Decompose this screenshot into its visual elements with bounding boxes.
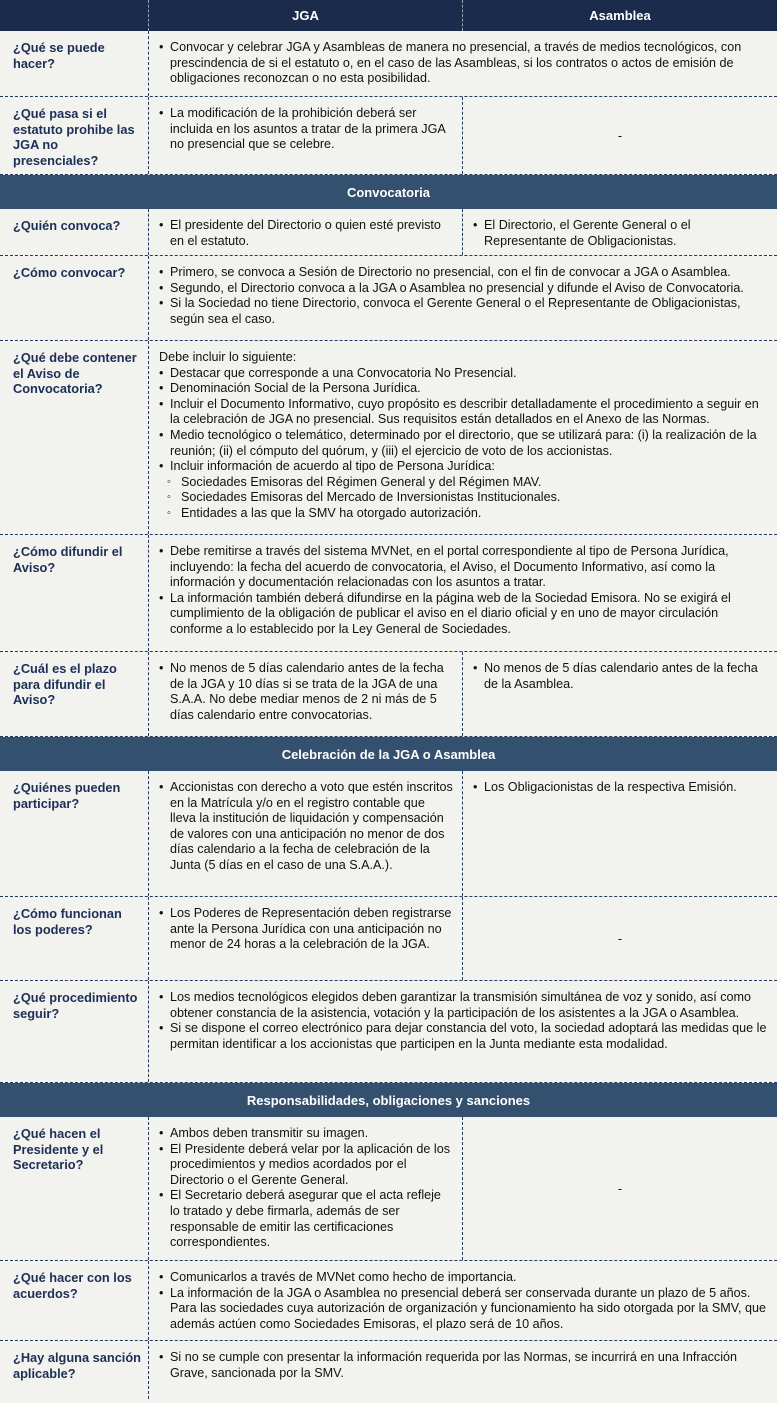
section-convocatoria: Convocatoria [0,175,777,209]
intro-text: Debe incluir lo siguiente: [159,350,297,364]
row-question: ¿Quiénes pueden participar? [0,771,149,896]
sub-bullet-list [159,475,769,522]
list-item: ◦ Sociedades Emisoras del Régimen General y del Régimen MAV. [159,475,769,491]
list-item: • Segundo, el Directorio convoca a la JGA o Asamblea no presencial y difunde el Aviso de Convocatoria. [159,281,769,297]
row-question: ¿Cómo difundir el Aviso? [0,535,149,651]
list-item: • La información de la JGA o Asamblea no presencial deberá ser conservada durante un plazo de 5 años. Para las sociedades cuya autorización de organización y funcionamiento ha sido otorgada por la SMV, que además actúen como Sociedades Emisoras, el plazo será de 10 años. [159,1286,769,1333]
bullet-list [159,990,769,1052]
bullet-list [159,218,454,249]
row-poderes [0,897,777,981]
bullet-list [159,906,454,953]
list-item: ◦ Entidades a las que la SMV ha otorgado autorización. [159,506,769,522]
list-item: • La modificación de la prohibición deberá ser incluida en los asuntos a tratar de la primera JGA no presencial que se celebre. [159,106,454,153]
list-item: • Destacar que corresponde a una Convocatoria No Presencial. [159,366,769,382]
list-item: • El Presidente deberá velar por la aplicación de los procedimientos y medios acordados por el Directorio o el Gerente General. [159,1142,454,1189]
row-question: ¿Qué debe contener el Aviso de Convocatoria? [0,341,149,534]
bullet-list [159,366,769,475]
list-item: • Los Poderes de Representación deben registrarse ante la Persona Jurídica con una anticipación no menor de 24 horas a la celebración de la JGA. [159,906,454,953]
bullet-list [159,1126,454,1251]
list-item: • Comunicarlos a través de MVNet como hecho de importancia. [159,1270,769,1286]
list-item: • Incluir el Documento Informativo, cuyo propósito es describir detalladamente el procedimiento a seguir en la celebración de JGA no presencial. Sus requisitos están detallados en el Anexo de las Normas. [159,397,769,428]
list-item: • Primero, se convoca a Sesión de Directorio no presencial, con el fin de convocar a JGA o Asamblea. [159,265,769,281]
bullet-list [159,265,769,327]
bullet-list [159,780,454,874]
header-jga: JGA [149,0,463,31]
row-quien-convoca [0,209,777,256]
row-estatuto [0,97,777,175]
row-question: ¿Qué pasa si el estatuto prohibe las JGA no presenciales? [0,97,149,174]
list-item: • Ambos deben transmitir su imagen. [159,1126,454,1142]
section-responsabilidades: Responsabilidades, obligaciones y sanciones [0,1083,777,1117]
bullet-list [159,1270,769,1332]
list-item: • Accionistas con derecho a voto que estén inscritos en la Matrícula y/o en el registro contable que lleva la institución de liquidación y compensación de valores con una anticipación no menor de dos días calendario a la fecha de celebración de la Junta (5 días en el caso de una S.A.A.). [159,780,454,874]
list-item: • Convocar y celebrar JGA y Asambleas de manera no presencial, a través de medios tecnológicos, con prescindencia de si el estatuto o, en el caso de las Asambleas, si los contratos o actos de emisión de obligaciones reconozcan o no esta posibilidad. [159,40,769,87]
empty-cell: - [617,128,623,143]
row-question: ¿Qué hacen el Presidente y el Secretario? [0,1117,149,1260]
list-item: • Si se dispone el correo electrónico para dejar constancia del voto, la sociedad adoptará las medidas que le permitan identificar a los accionistas que participen en la Junta mediante esta modalidad. [159,1021,769,1052]
list-item: ◦ Sociedades Emisoras del Mercado de Inversionistas Institucionales. [159,490,769,506]
row-participar [0,771,777,897]
list-item: • El Directorio, el Gerente General o el Representante de Obligacionistas. [473,218,769,249]
row-question: ¿Cuál es el plazo para difundir el Aviso? [0,652,149,736]
list-item: • No menos de 5 días calendario antes de la fecha de la Asamblea. [473,661,769,692]
row-procedimiento [0,981,777,1083]
list-item: • Incluir información de acuerdo al tipo de Persona Jurídica: [159,459,769,475]
row-question: ¿Qué hacer con los acuerdos? [0,1261,149,1340]
table-header [0,0,777,31]
row-question: ¿Hay alguna sanción aplicable? [0,1341,149,1399]
list-item: • Si la Sociedad no tiene Directorio, convoca el Gerente General o el Representante de Obligacionistas, según sea el caso. [159,296,769,327]
section-celebracion: Celebración de la JGA o Asamblea [0,737,777,771]
row-plazo [0,652,777,737]
row-presidente [0,1117,777,1261]
list-item: • Si no se cumple con presentar la información requerida por las Normas, se incurrirá en una Infracción Grave, sancionada por la SMV. [159,1350,769,1381]
header-asamblea: Asamblea [589,8,651,23]
list-item: • Denominación Social de la Persona Jurídica. [159,381,769,397]
row-question: ¿Cómo convocar? [0,256,149,340]
bullet-list [159,544,769,638]
row-question: ¿Qué procedimiento seguir? [0,981,149,1082]
list-item: • Los Obligacionistas de la respectiva Emisión. [473,780,769,796]
header-blank [0,0,149,31]
row-question: ¿Quién convoca? [0,209,149,255]
bullet-list [473,218,769,249]
row-sancion [0,1341,777,1399]
row-que-se-puede [0,31,777,97]
row-question: ¿Cómo funcionan los poderes? [0,897,149,980]
row-difundir [0,535,777,652]
list-item: • No menos de 5 días calendario antes de la fecha de la JGA y 10 días si se trata de la JGA de una S.A.A. No debe mediar menos de 2 ni más de 5 días calendario entre convocatorias. [159,661,454,723]
bullet-list [473,780,769,796]
bullet-list [159,661,454,723]
bullet-list [159,106,454,153]
row-acuerdos [0,1261,777,1341]
list-item: • El presidente del Directorio o quien esté previsto en el estatuto. [159,218,454,249]
list-item: • Los medios tecnológicos elegidos deben garantizar la transmisión simultánea de voz y sonido, así como obtener constancia de la asistencia, votación y la participación de los asistentes a la JGA o Asamblea. [159,990,769,1021]
list-item: • Medio tecnológico o telemático, determinado por el directorio, que se utilizará para: (i) la realización de la reunión; (ii) el cómputo del quórum, y (iii) el ejercicio de voto de los accionistas. [159,428,769,459]
list-item: • El Secretario deberá asegurar que el acta refleje lo tratado y debe firmarla, además de ser responsable de emitir las certificaciones correspondientes. [159,1188,454,1250]
empty-cell: - [617,1181,623,1196]
row-aviso [0,341,777,535]
row-question: ¿Qué se puede hacer? [0,31,149,96]
empty-cell: - [617,931,623,946]
bullet-list [473,661,769,692]
bullet-list [159,1350,769,1381]
list-item: • La información también deberá difundirse en la página web de la Sociedad Emisora. No se exigirá el cumplimiento de la obligación de publicar el aviso en el diario oficial y en uno de mayor circulación conforme a lo establecido por la Ley General de Sociedades. [159,591,769,638]
row-como-convocar [0,256,777,341]
bullet-list [159,40,769,87]
list-item: • Debe remitirse a través del sistema MVNet, en el portal correspondiente al tipo de Persona Jurídica, incluyendo: la fecha del acuerdo de convocatoria, el Aviso, el Documento Informativo, así como la información y documentación relacionadas con los asuntos a tratar. [159,544,769,591]
